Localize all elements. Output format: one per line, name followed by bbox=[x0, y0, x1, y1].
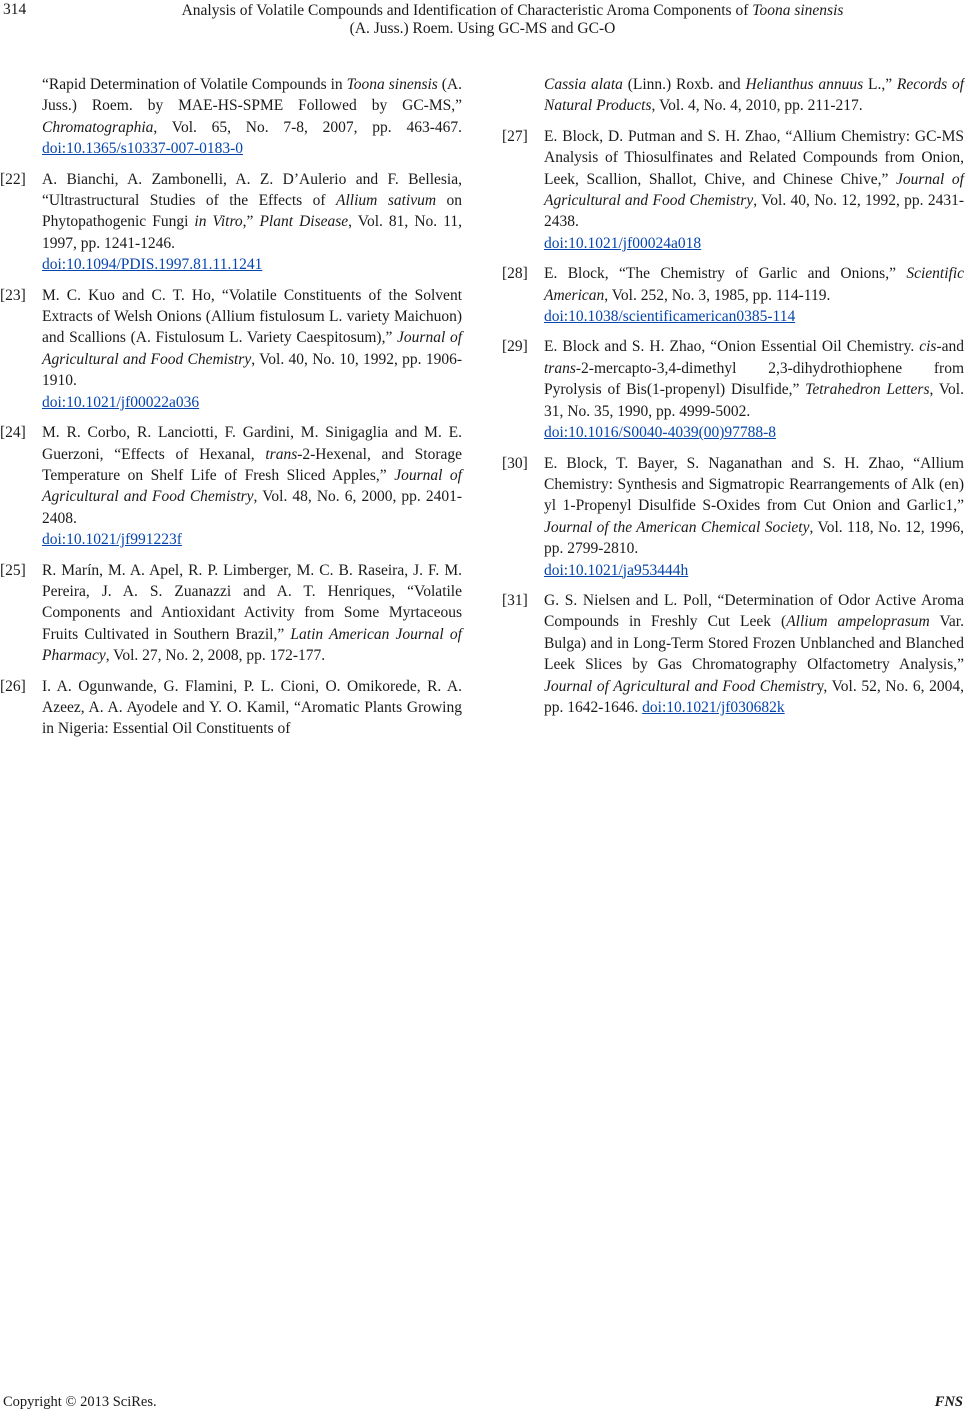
reference-number: [24] bbox=[0, 424, 26, 442]
reference-item bbox=[0, 560, 462, 667]
reference-text-segment: -2-Hexenal, and Storage Temperature on Shelf Life of Fresh Sliced Apples,” bbox=[42, 445, 462, 484]
reference-italic-text: Journal of the American Chemical Society bbox=[544, 518, 810, 536]
reference-text-segment: E. Block, “The Chemistry of Garlic and Onions,” bbox=[544, 265, 907, 283]
reference-item bbox=[0, 285, 462, 413]
doi-link[interactable]: doi:10.1021/jf991223f bbox=[42, 531, 182, 549]
reference-text-segment: M. R. Corbo, R. Lanciotti, F. Gardini, M. Sinigaglia and M. E. Guerzoni, “Effects of Hexanal, bbox=[42, 424, 462, 463]
reference-text-segment: , Vol. 4, No. 4, 2010, pp. 211-217. bbox=[651, 97, 863, 115]
reference-italic-text: Records of Natural Products bbox=[544, 76, 964, 115]
reference-number: [29] bbox=[502, 338, 528, 356]
reference-text-segment: , Vol. 27, No. 2, 2008, pp. 172-177. bbox=[105, 647, 326, 665]
reference-text-segment: on Phytopathogenic Fungi bbox=[42, 192, 463, 231]
reference-item bbox=[0, 169, 462, 276]
doi-link[interactable]: doi:10.1016/S0040-4039(00)97788-8 bbox=[544, 424, 777, 442]
reference-italic-text: Toona sinensis bbox=[346, 76, 438, 93]
reference-text bbox=[544, 126, 964, 254]
reference-italic-text: trans bbox=[544, 359, 576, 377]
reference-italic-text: Allium sativum bbox=[336, 192, 437, 210]
reference-number: [26] bbox=[0, 677, 26, 695]
reference-continuation bbox=[502, 74, 964, 117]
reference-italic-text: Plant Disease bbox=[259, 213, 349, 231]
reference-text-segment: -and bbox=[936, 338, 964, 356]
doi-link[interactable]: doi:10.1021/ja953444h bbox=[544, 561, 689, 579]
reference-text-segment: , Vol. 118, No. 12, 1996, pp. 2799-2810. bbox=[544, 518, 964, 558]
journal-abbreviation: FNS bbox=[934, 1394, 963, 1410]
header-title-line-1 bbox=[30, 1, 965, 20]
page-number: 314 bbox=[3, 1, 27, 18]
reference-number: [28] bbox=[502, 265, 528, 283]
reference-text bbox=[42, 285, 462, 413]
header-title-species: Toona sinensis bbox=[752, 2, 844, 19]
reference-text-segment: “Rapid Determination of Volatile Compounds in bbox=[42, 76, 347, 93]
reference-item bbox=[502, 336, 964, 443]
reference-text bbox=[544, 453, 964, 581]
reference-item bbox=[502, 453, 964, 581]
header-title-text: Analysis of Volatile Compounds and Identification of Characteristic Aroma Components of bbox=[181, 2, 753, 19]
doi-link[interactable]: doi:10.1094/PDIS.1997.81.11.1241 bbox=[42, 256, 263, 274]
reference-item bbox=[0, 676, 462, 740]
reference-italic-text: Journal of Agricultural and Food Chemistry bbox=[42, 329, 462, 368]
doi-link[interactable]: doi:10.1365/s10337-007-0183-0 bbox=[42, 140, 244, 158]
reference-italic-text: in Vitro bbox=[194, 213, 243, 231]
reference-item bbox=[502, 263, 964, 327]
reference-number: [25] bbox=[0, 561, 26, 579]
reference-text-segment: M. C. Kuo and C. T. Ho, “Volatile Constituents of the Solvent Extracts of Welsh Onions (Allium fistulosum L. variety Maichuon) and Scallions (A. Fistulosum L. Variety Caespitosum),” bbox=[42, 286, 462, 347]
reference-italic-text: Helianthus annuus bbox=[745, 76, 864, 93]
doi-link[interactable]: doi:10.1021/jf030682k bbox=[642, 698, 785, 716]
reference-number: [31] bbox=[502, 591, 528, 609]
reference-text-segment: , Vol. 40, No. 10, 1992, pp. 1906-1910. bbox=[42, 350, 462, 390]
reference-text-segment: R. Marín, M. A. Apel, R. P. Limberger, M. C. B. Raseira, J. F. M. Pereira, J. A. S. Zuanazzi and A. T. Henriques, “Volatile Components and Antioxidant Activity from Some Myrtaceous Fruits Cultivated in Southern Brazil,” bbox=[42, 561, 462, 643]
reference-italic-text: Cassia alata bbox=[544, 76, 623, 93]
reference-italic-text: Latin American Journal of Pharmacy bbox=[42, 625, 462, 665]
reference-text-segment: A. Bianchi, A. Zambonelli, A. Z. D’Aulerio and F. Bellesia, “Ultrastructural Studies of the Effects of bbox=[42, 170, 462, 210]
reference-text-segment: (A. Juss.) Roem. by MAE-HS-SPME Followed by GC-MS,” bbox=[42, 76, 462, 115]
reference-text-segment: , Vol. 31, No. 35, 1990, pp. 4999-5002. bbox=[544, 381, 964, 420]
reference-text-segment: E. Block and S. H. Zhao, “Onion Essential Oil Chemistry. bbox=[544, 338, 920, 356]
references-left-column bbox=[0, 74, 462, 749]
reference-text-segment: , Vol. 252, No. 3, 1985, pp. 114-119. bbox=[604, 286, 831, 304]
reference-text-segment: L.,” bbox=[863, 76, 897, 93]
reference-item bbox=[0, 422, 462, 550]
reference-text bbox=[42, 422, 462, 550]
copyright-notice: Copyright © 2013 SciRes. bbox=[3, 1394, 157, 1410]
doi-link[interactable]: doi:10.1021/jf00022a036 bbox=[42, 393, 200, 411]
reference-italic-text: Scientific American bbox=[544, 265, 964, 304]
reference-text bbox=[42, 169, 462, 276]
reference-text-segment: G. S. Nielsen and L. Poll, “Determination of Odor Active Aroma Compounds in Freshly Cut Leek ( bbox=[544, 591, 964, 631]
reference-text-segment: y, Vol. 52, No. 6, 2004, pp. 1642-1646. bbox=[544, 677, 964, 716]
reference-text bbox=[42, 676, 462, 740]
reference-italic-text: cis bbox=[919, 338, 937, 356]
reference-continuation bbox=[0, 74, 462, 160]
reference-text-segment: , Vol. 65, No. 7-8, 2007, pp. 463-467. bbox=[153, 118, 462, 136]
references-right-column bbox=[502, 74, 964, 727]
reference-italic-text: Journal of Agricultural and Food Chemistry bbox=[544, 170, 964, 210]
reference-text bbox=[544, 336, 964, 443]
doi-link[interactable]: doi:10.1038/scientificamerican0385-114 bbox=[544, 308, 796, 326]
reference-number: [27] bbox=[502, 127, 528, 145]
reference-text-segment: , Vol. 40, No. 12, 1992, pp. 2431-2438. bbox=[544, 192, 964, 231]
reference-text bbox=[42, 74, 462, 160]
reference-text-segment: ,” bbox=[242, 213, 260, 231]
reference-italic-text: Tetrahedron Letters bbox=[805, 381, 930, 399]
reference-italic-text: trans bbox=[265, 445, 298, 463]
doi-link[interactable]: doi:10.1021/jf00024a018 bbox=[544, 234, 702, 252]
reference-item bbox=[502, 590, 964, 718]
reference-italic-text: Journal of Agricultural and Food Chemistr bbox=[544, 677, 817, 695]
reference-number: [22] bbox=[0, 170, 26, 188]
reference-text-segment: , Vol. 48, No. 6, 2000, pp. 2401-2408. bbox=[42, 488, 463, 527]
reference-text-segment: -2-mercapto-3,4-dimethyl 2,3-dihydrothiophene from Pyrolysis of Bis(1-propenyl) Disulfide,” bbox=[544, 359, 964, 399]
reference-text bbox=[544, 263, 964, 327]
reference-text bbox=[544, 590, 964, 718]
reference-italic-text: Journal of Agricultural and Food Chemistry bbox=[42, 466, 462, 506]
reference-item bbox=[502, 126, 964, 254]
reference-text-segment: I. A. Ogunwande, G. Flamini, P. L. Cioni, O. Omikorede, R. A. Azeez, A. A. Ayodele and Y. O. Kamil, “Aromatic Plants Growing in Nigeria: Essential Oil Constituents of bbox=[42, 677, 462, 738]
reference-number: [30] bbox=[502, 454, 528, 472]
reference-italic-text: Allium ampeloprasum bbox=[786, 613, 930, 631]
reference-italic-text: Chromatographia bbox=[42, 118, 154, 136]
reference-text-segment: (Linn.) Roxb. and bbox=[622, 76, 746, 93]
reference-text-segment: E. Block, T. Bayer, S. Naganathan and S. H. Zhao, “Allium Chemistry: Synthesis and Sigmatropic Rearrangements of Alk (en) yl 1-Propenyl Disulfide S-Oxides from Cut Onion and Garlic1,” bbox=[544, 454, 964, 515]
reference-text-segment: , Vol. 81, No. 11, 1997, pp. 1241-1246. bbox=[42, 213, 462, 252]
reference-text bbox=[42, 560, 462, 667]
reference-text-segment: E. Block, D. Putman and S. H. Zhao, “Allium Chemistry: GC-MS Analysis of Thiosulfinates and Related Compounds from Onion, Leek, Scallion, Shallot, Chive, and Chinese Chive,” bbox=[544, 127, 964, 188]
running-header bbox=[0, 0, 965, 44]
header-title-line-2: (A. Juss.) Roem. Using GC-MS and GC-O bbox=[349, 20, 616, 37]
reference-text bbox=[544, 74, 964, 117]
reference-text-segment: Var. Bulga) and in Long-Term Stored Frozen Unblanched and Blanched Leek Slices by Gas Chromatography Olfactometry Analysis,” bbox=[544, 613, 964, 674]
reference-number: [23] bbox=[0, 286, 26, 304]
